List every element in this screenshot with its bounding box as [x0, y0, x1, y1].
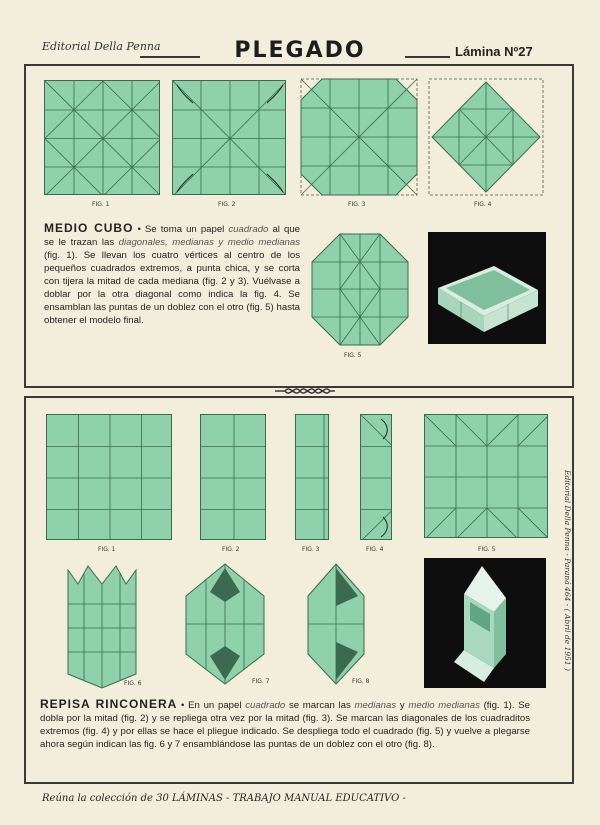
s2-fig8-folded: [306, 562, 366, 686]
s2-fig4-label: FIG. 4: [366, 546, 384, 553]
ornament-knot: [275, 384, 335, 403]
s2-fig3-strip: [295, 414, 329, 540]
s1-text-1: • Se toma un papel: [133, 224, 229, 235]
s2-fig6-folded: [64, 562, 140, 690]
s1-fig1-square: [44, 80, 160, 195]
s1-text-1-it: cuadrado: [228, 224, 269, 235]
publisher-logo: Editorial Della Penna: [42, 40, 161, 53]
page-title: PLEGADO: [234, 38, 366, 63]
s1-fig3-folded-octagon: [300, 78, 418, 196]
s1-text-3: (fig. 1). Se llevan los cuatro vértices al centro de los pequeños cuadrados extremos, a punta chica, y se corta con tijera la mitad de cada mediana (fig. 2 y 3). Vuélvase a doblar por la otra diagonal como indica la fig. 4. Se ensamblan las puntas de un doblez con el otro (fig. 5) hasta obtener el modelo final.: [44, 250, 300, 326]
s2-text-3-it: medio medianas: [408, 700, 480, 711]
plate-number: Lámina Nº27: [455, 44, 533, 59]
s2-fig5-label: FIG. 5: [478, 546, 496, 553]
s2-text-2-it: medianas: [354, 700, 397, 711]
s1-fig5-folded: [310, 232, 410, 347]
s1-fig2-square: [172, 80, 286, 195]
s2-fig2-label: FIG. 2: [222, 546, 240, 553]
s1-fig4-diamond: [428, 78, 544, 196]
s1-text-2: al que se le trazan las: [44, 224, 300, 248]
s1-fig5-label: FIG. 5: [344, 352, 362, 359]
s1-description: [44, 222, 300, 327]
s2-fig4-strip: [360, 414, 392, 540]
s2-heading: REPISA RINCONERA: [40, 697, 178, 711]
s1-fig2-label: FIG. 2: [218, 201, 236, 208]
s1-heading: MEDIO CUBO: [44, 221, 134, 235]
s2-text-2: se marcan las: [285, 700, 355, 711]
s1-text-2-it: diagonales, medianas y medio medianas: [118, 237, 300, 248]
sidebar-imprint: [560, 470, 574, 770]
s1-fig3-label: FIG. 3: [348, 201, 366, 208]
s2-fig8-label: FIG. 8: [352, 678, 370, 685]
s2-fig1-label: FIG. 1: [98, 546, 116, 553]
s2-text-4: (fig. 1). Se dobla por la mitad (fig. 2) y se repliega otra vez por la mitad (fig. 3). Se marcan las diagonales de los cuadraditos extremos (fig. 4) y por ellas se hace el pliegue indicado. Se despliega todo el cuadrado (fig. 5) y vuelve a plegarse ahora según indican las fig. 6 y 7 ensamblándose las puntas de un doblez con el otro (fig. 8).: [40, 700, 530, 750]
s2-fig7-folded: [184, 562, 266, 686]
sidebar-imprint-text: Editorial Della Penna - Paraná 464 - ( Abril de 1951 ): [563, 470, 572, 671]
s1-fig1-label: FIG. 1: [92, 201, 110, 208]
s1-photo-box: [428, 232, 546, 344]
s2-fig6-label: FIG. 6: [124, 680, 142, 687]
s2-text-1-it: cuadrado: [245, 700, 286, 711]
header-rule-right: [405, 56, 450, 58]
s2-text-1: • En un papel: [177, 700, 246, 711]
s2-text-3: y: [396, 700, 409, 711]
header-rule-left: [140, 56, 200, 58]
footer-text: Reúna la colección de 30 LÁMINAS - TRABAJO MANUAL EDUCATIVO -: [42, 793, 406, 804]
s2-fig2-half: [200, 414, 266, 540]
s2-fig7-label: FIG. 7: [252, 678, 270, 685]
s2-description: [40, 698, 530, 751]
s2-fig1-square: [46, 414, 172, 540]
s2-fig5-square: [424, 414, 548, 538]
s1-fig4-label: FIG. 4: [474, 201, 492, 208]
s2-fig3-label: FIG. 3: [302, 546, 320, 553]
s2-photo-shelf: [424, 558, 546, 688]
